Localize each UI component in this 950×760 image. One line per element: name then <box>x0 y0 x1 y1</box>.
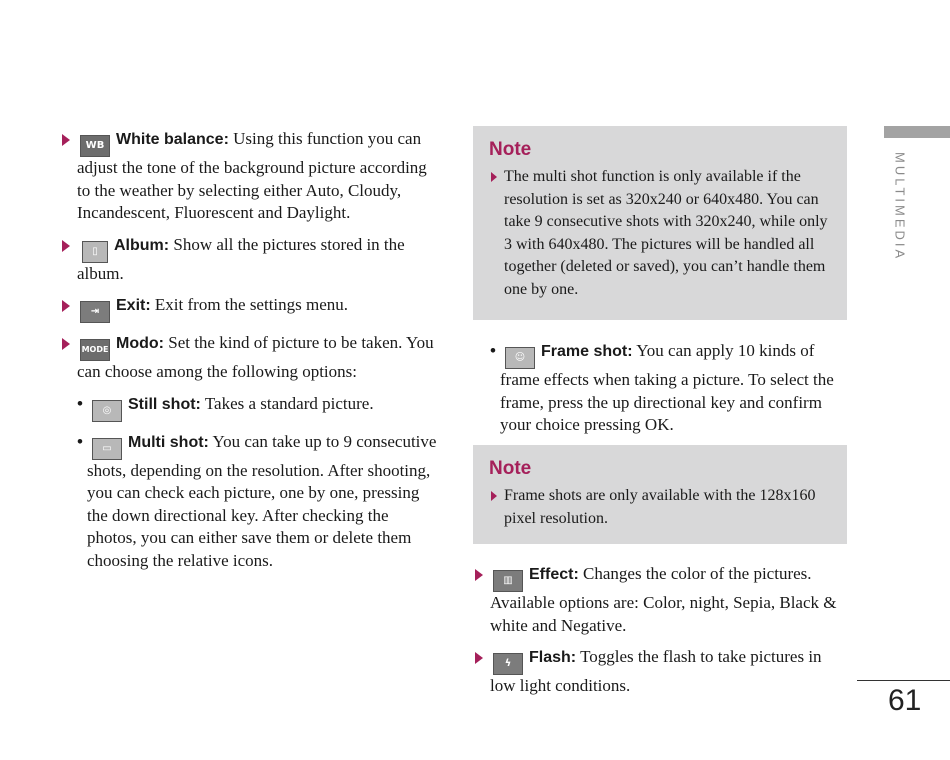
note-text: The multi shot function is only available if the resolution is set as 320x240 or 640x480. You can take 9 consecutive shots with 320x240, while only 3 with 640x480. The pictures will be handled all together (deleted or saved), you can’t handle them one by one. <box>504 168 828 298</box>
note-body <box>489 166 831 301</box>
exit-icon: ⇥ <box>80 301 110 323</box>
white-balance-item <box>77 128 437 225</box>
white-balance-label: White balance: <box>116 131 229 148</box>
modo-label: Modo: <box>116 335 164 352</box>
album-icon: ▯ <box>82 241 108 263</box>
note-title: Note <box>489 458 532 479</box>
exit-item <box>77 294 437 323</box>
flash-text: Toggles the flash to take pictures in low light conditions. <box>490 647 822 695</box>
still-shot-label: Still shot: <box>128 395 201 413</box>
still-shot-item <box>77 393 437 422</box>
note-box-frame-shot <box>473 445 847 544</box>
album-item <box>77 234 437 286</box>
section-label: MULTIMEDIA <box>892 152 908 262</box>
exit-label: Exit: <box>116 297 151 314</box>
section-tab-bar <box>884 126 950 138</box>
right-lower-column <box>490 563 846 707</box>
album-label: Album: <box>114 236 170 254</box>
modo-text: Set the kind of picture to be taken. You can choose among the following options: <box>77 333 434 381</box>
flash-label: Flash: <box>529 649 577 666</box>
white-balance-icon: WB <box>80 135 110 157</box>
multi-shot-label: Multi shot: <box>128 433 209 451</box>
frame-shot-label: Frame shot: <box>541 343 633 360</box>
white-balance-text: Using this function you can adjust the tone of the background picture according to the weather by selecting either Auto, Cloudy, Incandescent, Fluorescent and Daylight. <box>77 129 427 222</box>
bullet-arrow-icon <box>475 569 483 581</box>
page-number: 61 <box>888 684 922 717</box>
frame-shot-section <box>490 340 840 446</box>
note-body <box>489 485 831 530</box>
bullet-arrow-icon <box>62 300 70 312</box>
effect-icon: ▥ <box>493 570 523 592</box>
effect-item <box>490 563 846 637</box>
bullet-arrow-icon <box>491 491 497 501</box>
bullet-dot: • <box>77 393 83 413</box>
exit-text: Exit from the settings menu. <box>154 295 349 314</box>
left-column <box>77 128 437 581</box>
effect-text: Changes the color of the pictures. Available options are: Color, night, Sepia, Black & white and Negative. <box>490 564 837 635</box>
multi-shot-item <box>77 431 437 573</box>
footer-rule <box>857 680 950 681</box>
camera-icon: ◎ <box>92 400 122 422</box>
note-text: Frame shots are only available with the 128x160 pixel resolution. <box>504 487 816 527</box>
bullet-dot: • <box>77 431 83 451</box>
mode-icon: MODE <box>80 339 110 361</box>
still-shot-text: Takes a standard picture. <box>204 393 374 413</box>
flash-item <box>490 646 846 698</box>
note-box-multi-shot <box>473 126 847 320</box>
album-text: Show all the pictures stored in the album. <box>77 234 405 283</box>
flash-icon: ϟ <box>493 653 523 675</box>
frame-shot-text: You can apply 10 kinds of frame effects when taking a picture. To select the frame, press the up directional key and confirm your choice pressing OK. <box>500 341 834 434</box>
note-title: Note <box>489 139 532 160</box>
modo-item <box>77 332 437 384</box>
frame-shot-icon: ☺ <box>505 347 535 369</box>
bullet-arrow-icon <box>62 338 70 350</box>
bullet-arrow-icon <box>475 652 483 664</box>
bullet-arrow-icon <box>62 134 70 146</box>
frame-shot-item <box>490 340 840 437</box>
multi-shot-text: You can take up to 9 consecutive shots, depending on the resolution. After shooting, you can check each picture, one by one, pressing the down directional key. After checking the photos, you can either save them or delete them choosing the relative icons. <box>87 431 437 570</box>
bullet-arrow-icon <box>491 172 497 182</box>
bullet-dot: • <box>490 341 496 360</box>
bullet-arrow-icon <box>62 240 70 252</box>
effect-label: Effect: <box>529 566 579 583</box>
multi-shot-icon: ▭ <box>92 438 122 460</box>
